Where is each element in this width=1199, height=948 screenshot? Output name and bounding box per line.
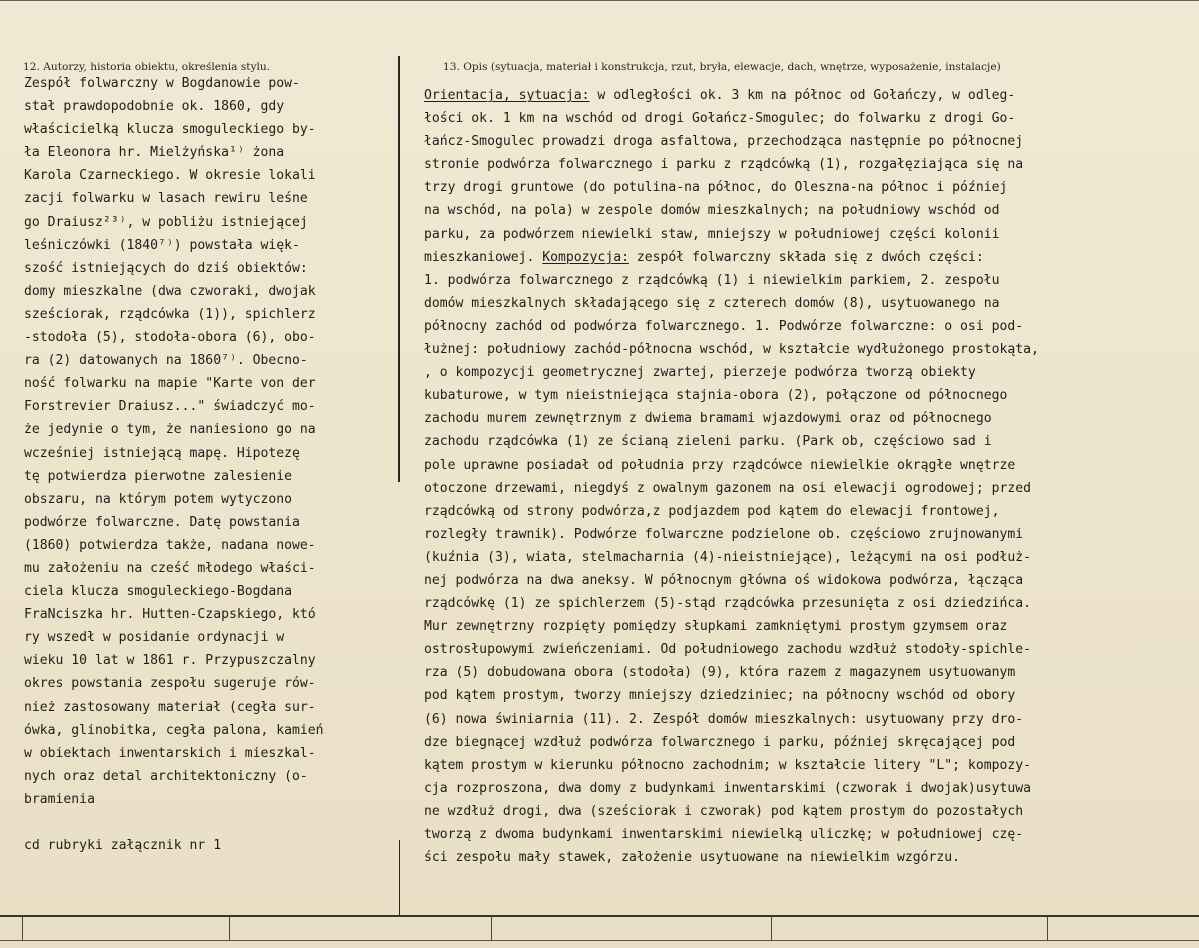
description-text-line: [424, 661, 1039, 684]
description-text-line: [424, 84, 1039, 107]
history-text-line: nież zastosowany materiał (cegła sur-: [24, 699, 316, 715]
description-text-line: [424, 153, 1039, 176]
description-text-line: [424, 269, 1039, 292]
column-divider: [398, 56, 400, 482]
description-text-line: [424, 477, 1039, 500]
description-text-fragment: łańcz-Smogulec prowadzi droga asfaltowa, przechodząca następnie po północnej: [424, 134, 1024, 150]
description-text-line: [424, 708, 1039, 731]
description-text-line: [424, 430, 1039, 453]
history-text-line: właścicielką klucza smoguleckiego by-: [24, 122, 316, 138]
history-text-line: ra (2) datowanych na 1860⁷⁾. Obecno-: [24, 353, 308, 369]
description-text-line: [424, 684, 1039, 707]
history-text-line: obszaru, na którym potem wytyczono: [24, 491, 293, 507]
description-text-line: [424, 546, 1039, 569]
description-text-fragment: ne wzdłuż drogi, dwa (sześciorak i czworak) pod kątem prostym do pozostałych: [424, 803, 1024, 819]
description-text-fragment: (kuźnia (3), wiata, stelmacharnia (4)-nieistniejące), leżącymi na osi podłuż-: [424, 549, 1031, 565]
description-text-column: [424, 84, 1039, 869]
section-label: Orientacja, sytuacja:: [424, 88, 590, 103]
description-text-fragment: zachodu murem zewnętrznym z dwiema bramami wjazdowymi oraz od północnego: [424, 411, 992, 427]
section-label: Kompozycja:: [542, 249, 629, 265]
bottom-tick: [1047, 917, 1048, 940]
description-text-fragment: (6) nowa świniarnia (11). 2. Zespół domów mieszkalnych: usytuowany przy dro-: [424, 711, 1024, 727]
description-text-fragment: rządcówką od strony podwórza,z podjazdem pod kątem do elewacji frontowej,: [424, 503, 1000, 519]
description-text-fragment: rza (5) dobudowana obora (stodoła) (9), która razem z magazynem usytuowanym: [424, 665, 1016, 681]
description-text-fragment: cja rozproszona, dwa domy z budynkami inwentarskimi (czworak i dwojak)usytuwa: [424, 780, 1031, 796]
history-text-line: zacji folwarku w lasach rewiru leśne: [24, 191, 308, 207]
description-text-fragment: łości ok. 1 km na wschód od drogi Gołańcz-Smogulec; do folwarku z drogi Go-: [424, 111, 1016, 127]
description-text-line: [424, 846, 1039, 869]
description-text-line: [424, 384, 1039, 407]
description-text-fragment: pole uprawne posiadał od południa przy rządcówce niewielkie okrągłe wnętrze: [424, 457, 1016, 473]
history-text-line: wieku 10 lat w 1861 r. Przypuszczalny: [24, 653, 316, 669]
history-text-line: ciela klucza smoguleckiego-Bogdana: [24, 584, 293, 600]
bottom-tick: [491, 917, 492, 940]
description-text-fragment: północny zachód od podwórza folwarcznego. 1. Podwórze folwarczne: o osi pod-: [424, 318, 1024, 334]
description-text-line: [424, 500, 1039, 523]
description-text-fragment: parku, za podwórzem niewielki staw, mniejszy w południowej części kolonii: [424, 226, 1000, 242]
section-12-heading: 12. Autorzy, historia obiektu, określenia stylu.: [23, 61, 271, 73]
description-text-fragment: trzy drogi gruntowe (do potulina-na północ, do Oleszna-na północ i później: [424, 180, 1008, 196]
history-text-line: wcześniej istniejącą mapę. Hipotezę: [24, 445, 300, 461]
description-text-fragment: na wschód, na pola) w zespole domów mieszkalnych; na południowy wschód od: [424, 203, 1000, 219]
bottom-tick: [771, 917, 772, 940]
description-text-fragment: łużnej: południowy zachód-północna wschód, w kształcie wydłużonego prostokąta,: [424, 342, 1039, 358]
history-text-line: podwórze folwarczne. Datę powstania: [24, 514, 300, 530]
history-text-line: [24, 811, 324, 834]
description-text-line: [424, 638, 1039, 661]
description-text-line: [424, 199, 1039, 222]
history-text-line: mu założeniu na cześć młodego właści-: [24, 560, 316, 576]
history-text-line: Zespół folwarczny w Bogdanowie pow-: [24, 76, 300, 91]
description-text-fragment: nej podwórza na dwa aneksy. W północnym główna oś widokowa podwórza, łącząca: [424, 572, 1024, 588]
top-border: [0, 0, 1199, 1]
history-text-line: że jedynie o tym, że naniesiono go na: [24, 422, 316, 438]
section-13-heading: 13. Opis (sytuacja, materiał i konstrukcja, rzut, bryła, elewacje, dach, wnętrze, wyposażenie, instalacje): [443, 61, 1001, 73]
description-text-fragment: stronie podwórza folwarcznego i parku z rządcówką (1), rozgałęziająca się na: [424, 157, 1024, 173]
history-text-line: nych oraz detal architektoniczny (o-: [24, 768, 308, 784]
history-text-line: okres powstania zespołu sugeruje rów-: [24, 676, 316, 692]
history-text-line: ność folwarku na mapie "Karte von der: [24, 376, 316, 392]
description-text-line: [424, 569, 1039, 592]
description-text-line: [424, 176, 1039, 199]
bottom-tick: [229, 917, 230, 940]
description-text-fragment: Mur zewnętrzny rozpięty pomiędzy słupkami zamkniętymi prostym gzymsem oraz: [424, 619, 1008, 635]
description-text-fragment: kubaturowe, w tym nieistniejąca stajnia-obora (2), połączone od północnego: [424, 388, 1008, 404]
history-text-line: go Draiusz²³⁾, w pobliżu istniejącej: [24, 214, 308, 230]
description-text-line: [424, 823, 1039, 846]
description-text-line: [424, 454, 1039, 477]
description-text-line: [424, 223, 1039, 246]
history-text-line: (1860) potwierdza także, nadana nowe-: [24, 537, 316, 553]
history-text-line: ówka, glinobitka, cegła palona, kamień: [24, 722, 324, 738]
description-text-fragment: domów mieszkalnych składającego się z czterech domów (8), usytuowanego na: [424, 295, 1000, 311]
description-text-line: [424, 777, 1039, 800]
history-text-line: w obiektach inwentarskich i mieszkal-: [24, 745, 316, 761]
description-text-line: [424, 130, 1039, 153]
description-text-line: [424, 107, 1039, 130]
description-text-line: [424, 361, 1039, 384]
description-text-line: [424, 754, 1039, 777]
description-text-line: [424, 800, 1039, 823]
description-text-fragment: 1. podwórza folwarcznego z rządcówką (1) i niewielkim parkiem, 2. zespołu: [424, 272, 1000, 288]
history-text-line: domy mieszkalne (dwa czworaki, dwojak: [24, 283, 316, 299]
description-text-fragment: rozległy trawnik). Podwórze folwarczne podzielone ob. częściowo zrujnowanymi: [424, 526, 1024, 542]
description-text-fragment: rządcówkę (1) ze spichlerzem (5)-stąd rządcówka przesunięta z osi dziedzińca.: [424, 596, 1031, 612]
column-divider-lower: [399, 840, 400, 915]
description-text-line: [424, 592, 1039, 615]
description-text-fragment: tworzą z dwoma budynkami inwentarskimi niewielką uliczkę; w południowej czę-: [424, 827, 1024, 842]
bottom-border: [0, 915, 1199, 917]
description-text-fragment: ści zespołu mały stawek, założenie usytuowane na niewielkim wzgórzu.: [424, 850, 961, 866]
history-text-line: ła Eleonora hr. Mielżyńska¹⁾ żona: [24, 145, 285, 161]
history-text-column: [24, 72, 324, 857]
description-text-line: [424, 246, 1039, 269]
description-text-fragment: , o kompozycji geometrycznej zwartej, pierzeje podwórza tworzą obiekty: [424, 365, 976, 381]
description-text-line: [424, 731, 1039, 754]
description-text-line: [424, 338, 1039, 361]
description-text-line: [424, 523, 1039, 546]
description-text-fragment: pod kątem prostym, tworzy mniejszy dziedziniec; na północny wschód od obory: [424, 688, 1016, 704]
description-text-fragment: mieszkaniowej.: [424, 249, 543, 265]
description-text-fragment: otoczone drzewami, niegdyś z owalnym gazonem na osi elewacji ogrodowej; przed: [424, 480, 1031, 496]
history-text-line: FraNciszka hr. Hutten-Czapskiego, któ: [24, 607, 316, 623]
description-text-line: [424, 407, 1039, 430]
history-text-line: sześciorak, rządcówka (1)), spichlerz: [24, 306, 316, 322]
history-text-line: Karola Czarneckiego. W okresie lokali: [24, 168, 316, 184]
history-text-line: Forstrevier Draiusz..." świadczyć mo-: [24, 399, 316, 415]
description-text-fragment: dze biegnącej wzdłuż podwórza folwarcznego i parku, później skręcającej pod: [424, 734, 1016, 750]
history-text-line: stał prawdopodobnie ok. 1860, gdy: [24, 99, 285, 115]
description-text-fragment: kątem prostym w kierunku północno zachodnim; w kształcie litery "L"; kompozy-: [424, 757, 1031, 773]
history-text-line: bramienia: [24, 791, 95, 807]
history-text-line: cd rubryki załącznik nr 1: [24, 838, 222, 854]
description-text-line: [424, 315, 1039, 338]
history-text-line: -stodoła (5), stodoła-obora (6), obo-: [24, 330, 316, 346]
bottom-border-lower: [0, 940, 1199, 941]
description-text-fragment: ostrosłupowymi zwieńczeniami. Od południowego zachodu wzdłuż stodoły-spichle-: [424, 642, 1031, 658]
description-text-fragment: zespół folwarczny składa się z dwóch części:: [628, 249, 984, 265]
history-text-line: tę potwierdza pierwotne zalesienie: [24, 468, 293, 484]
bottom-tick: [22, 917, 23, 940]
description-text-fragment: w odległości ok. 3 km na północ od Gołańczy, w odleg-: [589, 88, 1016, 103]
history-text-line: leśniczówki (1840⁷⁾) powstała więk-: [24, 237, 300, 253]
history-text-line: szość istniejących do dziś obiektów:: [24, 260, 308, 276]
description-text-line: [424, 292, 1039, 315]
history-text-line: ry wszedł w posidanie ordynacji w: [24, 630, 285, 646]
description-text-line: [424, 615, 1039, 638]
description-text-fragment: zachodu rządcówka (1) ze ścianą zieleni parku. (Park ob, częściowo sad i: [424, 434, 992, 450]
